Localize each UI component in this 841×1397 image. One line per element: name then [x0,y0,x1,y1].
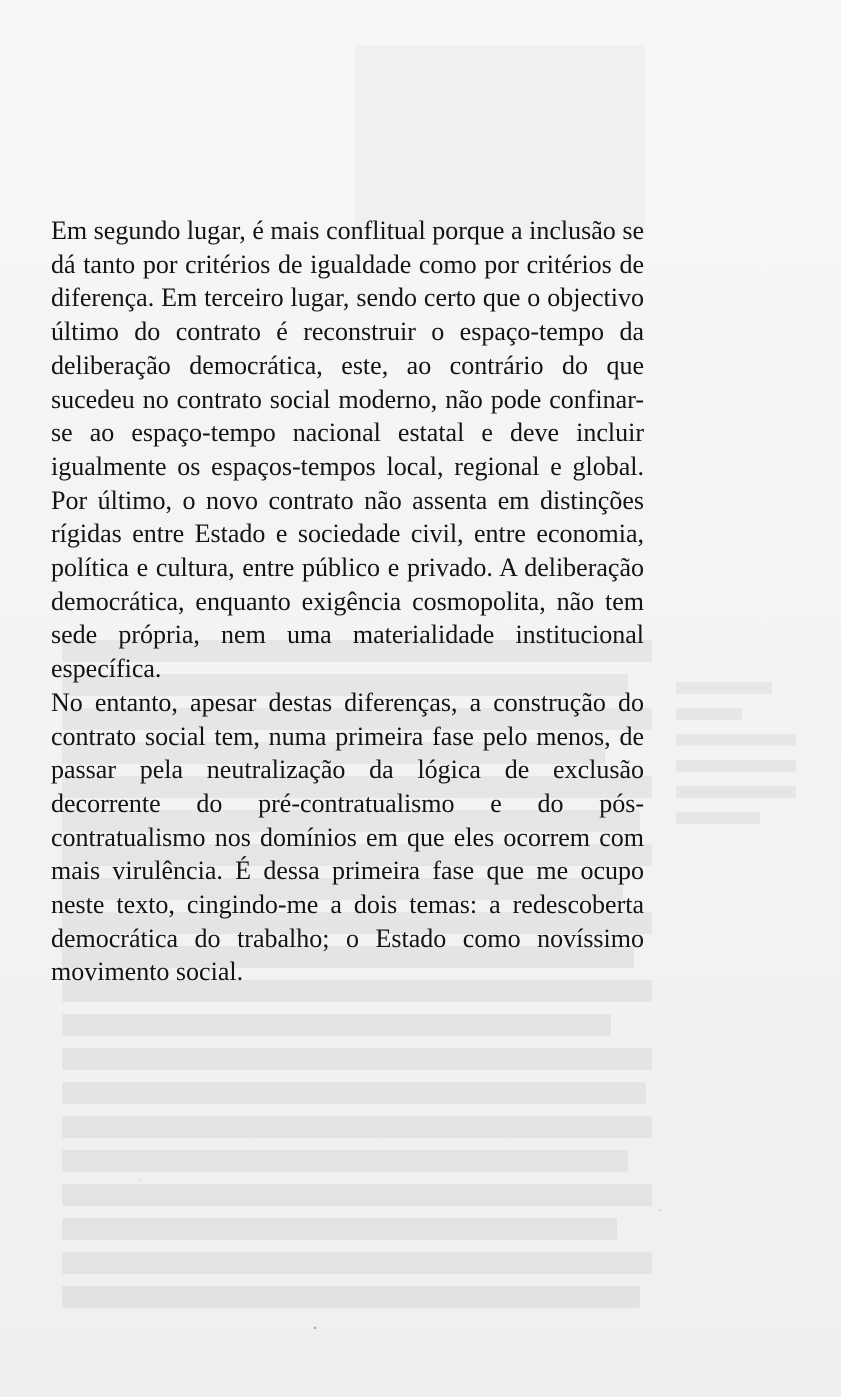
paragraph-1: Em segundo lugar, é mais conflitual porque a inclusão se dá tanto por critérios de igualdade como por critérios de diferença. Em terceiro lugar, sendo certo que o objectivo último do contrato é reconstruir o espaço-tempo da deliberação democrática, este, ao contrário do que sucedeu no contrato social moderno, não pode confinar-se ao espaço-tempo nacional estatal e deve incluir igualmente os espaços-tempos local, regional e global. Por último, o novo contrato não assenta em distinções rígidas entre Estado e sociedade civil, entre economia, política e cultura, entre público e privado. A deliberação democrática, enquanto exigência cosmopolita, não tem sede própria, nem uma materialidade institucional específica. [51,216,644,684]
paragraph-2: No entanto, apesar destas diferenças, a construção do contrato social tem, numa primeira fase pelo menos, de passar pela neutralização da lógica de exclusão decorrente do pré-contratualismo e do pós-contratualismo nos domínios em que eles ocorrem com mais virulência. É dessa primeira fase que me ocupo neste texto, cingindo-me a dois temas: a redescoberta democrática do trabalho; o Estado como novíssimo movimento social. [51,687,644,987]
